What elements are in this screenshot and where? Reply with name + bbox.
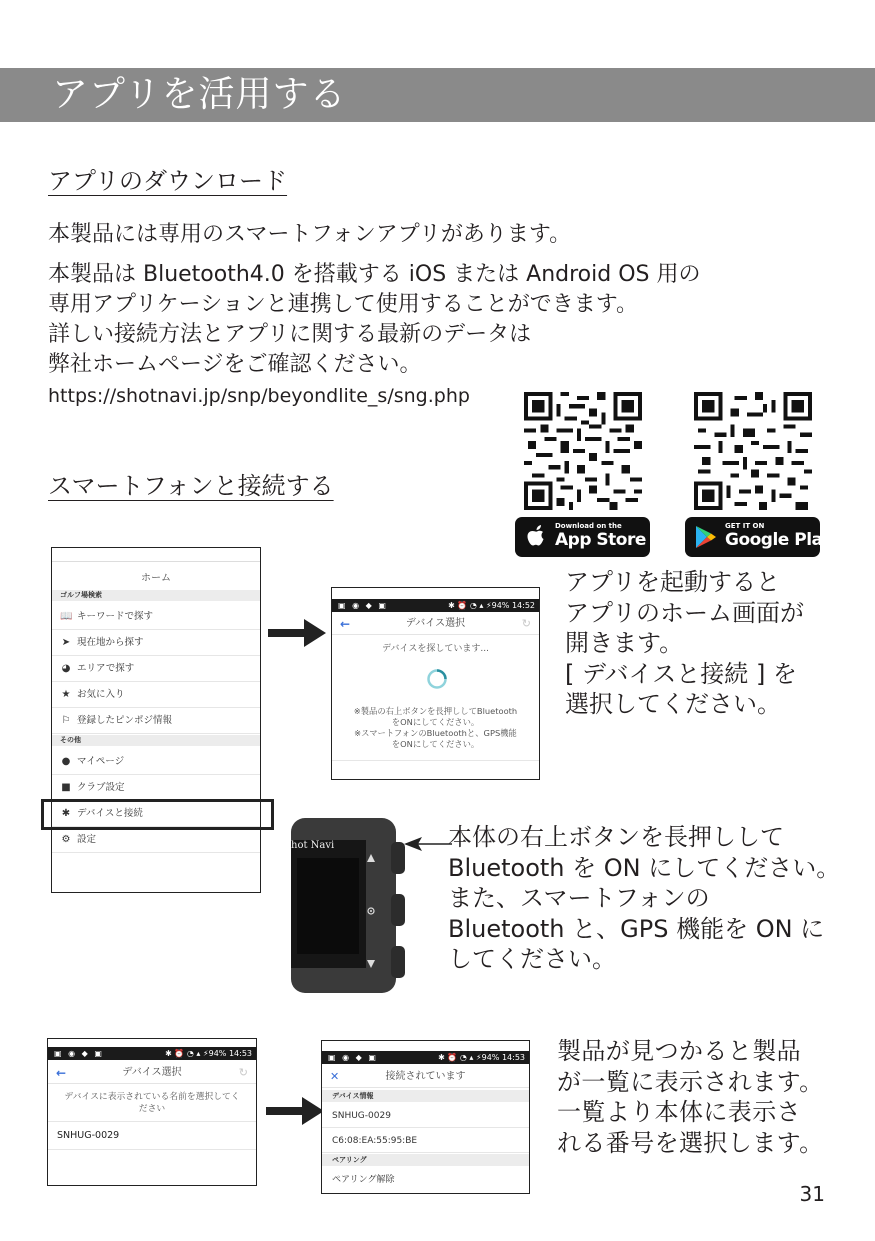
description-line: 専用アプリケーションと連携して使用することができます。 (48, 292, 639, 317)
app-bar (332, 613, 539, 635)
device-list-item[interactable]: SNHUG-0029 (57, 1130, 120, 1141)
google-play-small-text: GET IT ON (725, 522, 765, 530)
home-title: ホーム (141, 573, 171, 584)
menu-group-course-search: ゴルフ場検索 (52, 590, 260, 601)
note-line: をONにしてください。 (391, 717, 480, 727)
searching-text: デバイスを探しています... (382, 644, 489, 654)
step3-line: 製品が見つかると製品 (557, 1037, 801, 1065)
status-bar (332, 599, 539, 612)
download-heading: アプリのダウンロード (48, 167, 288, 195)
menu-item-current-location[interactable] (52, 630, 260, 656)
club-icon: ■ (61, 782, 71, 793)
back-arrow-icon[interactable]: ← (56, 1066, 67, 1080)
step2-line: Bluetooth と、GPS 機能を ON に (448, 914, 825, 943)
step1-line: 選択してください。 (565, 690, 781, 718)
device-info-label: デバイス情報 (322, 1090, 529, 1102)
menu-item-label: 現在地から探す (77, 637, 144, 648)
book-icon: 📖 (60, 611, 73, 622)
search-notes (332, 706, 539, 750)
refresh-icon[interactable]: ↻ (238, 1066, 248, 1079)
menu-item-label: キーワードで探す (77, 611, 154, 622)
status-right: ✱ ⏰ ◔ ▴ ⚡94% 14:53 (165, 1049, 252, 1058)
bluetooth-icon: ✱ (61, 808, 71, 819)
device-brand: hot Navi (291, 840, 335, 851)
apple-icon (526, 525, 548, 550)
device-select-screenshot (47, 1038, 257, 1186)
menu-item-label: マイページ (77, 756, 125, 767)
divider (48, 1121, 256, 1122)
status-icons: ▣ ◉ ◆ ▣ (54, 1049, 104, 1058)
screen-title: 接続されています (385, 1071, 466, 1082)
description-line: 弊社ホームページをご確認ください。 (48, 352, 422, 377)
app-bar (322, 1066, 529, 1088)
step2-line: 本体の右上ボタンを長押しして (448, 823, 784, 851)
google-play-icon (695, 525, 717, 549)
menu-item-label: デバイスと接続 (77, 808, 143, 819)
step1-line: [ デバイスと接続 ] を (565, 659, 797, 688)
menu-item-club-settings[interactable] (52, 775, 260, 801)
step2-text (448, 822, 840, 975)
back-arrow-icon[interactable]: ← (340, 617, 351, 631)
menu-item-label: エリアで探す (77, 663, 135, 674)
menu-group-other: その他 (52, 735, 260, 746)
menu-item-label: お気に入り (77, 689, 125, 700)
status-strip (52, 548, 260, 562)
close-icon[interactable]: ✕ (330, 1070, 340, 1083)
gear-icon: ⚙ (61, 834, 71, 845)
step3-text (557, 1036, 823, 1158)
step1-line: アプリのホーム画面が (565, 598, 805, 627)
device-search-screenshot (331, 587, 540, 780)
connect-heading: スマートフォンと接続する (48, 472, 334, 500)
pairing-label: ペアリング (322, 1154, 529, 1166)
description-paragraph (48, 260, 700, 380)
device-image (291, 818, 406, 993)
download-url[interactable]: https://shotnavi.jp/snp/beyondlite_s/sng.php (48, 385, 470, 407)
menu-item-my-page[interactable] (52, 749, 260, 775)
step2-line: Bluetooth を ON にしてください。 (448, 853, 841, 882)
step3-line: れる番号を選択します。 (557, 1128, 824, 1157)
device-name-row: SNHUG-0029 (322, 1104, 529, 1128)
step2-line: また、スマートフォンの (448, 884, 710, 912)
step1-line: 開きます。 (565, 629, 684, 657)
note-line: をONにしてください。 (391, 739, 480, 749)
status-right: ✱ ⏰ ◔ ▴ ⚡94% 14:53 (438, 1053, 525, 1062)
description-line: 本製品は Bluetooth4.0 を搭載する iOS または Android OS 用の (48, 262, 701, 287)
user-icon: ● (61, 756, 71, 767)
page-number: 31 (799, 1182, 825, 1206)
status-icons: ▣ ◉ ◆ ▣ (338, 601, 388, 610)
status-icons: ▣ ◉ ◆ ▣ (328, 1053, 378, 1062)
menu-item-favorites[interactable] (52, 682, 260, 708)
step3-line: が一覧に表示されます。 (557, 1067, 824, 1096)
right-arrow-icon (268, 618, 326, 648)
refresh-icon[interactable]: ↻ (521, 617, 531, 630)
step3-line: 一覧より本体に表示さ (557, 1098, 801, 1126)
globe-icon: ◕ (61, 663, 71, 674)
right-arrow-icon (266, 1096, 324, 1126)
app-store-badge[interactable] (515, 517, 650, 557)
divider (48, 1149, 256, 1150)
app-store-small-text: Download on the (555, 522, 622, 530)
home-screen-screenshot (51, 547, 261, 893)
intro-text: 本製品には専用のスマートフォンアプリがあります。 (48, 222, 572, 247)
location-arrow-icon: ➤ (61, 637, 71, 648)
step1-line: アプリを起動すると (565, 568, 781, 596)
connected-screenshot (321, 1040, 530, 1194)
loading-spinner-icon (426, 668, 448, 690)
status-bar (48, 1047, 256, 1060)
instruction-line: ださい (138, 1104, 166, 1114)
menu-item-area[interactable] (52, 656, 260, 682)
page-title: アプリを活用する (52, 74, 347, 115)
menu-item-label: 登録したピンポジ情報 (77, 715, 173, 726)
note-line: ※製品の右上ボタンを長押ししてBluetooth (353, 706, 518, 716)
note-line: ※スマートフォンのBluetoothと、GPS機能 (354, 728, 517, 738)
menu-item-pin-positions[interactable] (52, 708, 260, 734)
unpair-button[interactable]: ペアリング解除 (332, 1175, 395, 1185)
star-icon: ★ (61, 689, 71, 700)
google-play-qr-code[interactable] (694, 392, 812, 510)
select-instruction (48, 1091, 256, 1115)
step1-text (565, 567, 804, 720)
flag-icon: ⚐ (61, 715, 71, 726)
status-bar (322, 1051, 529, 1064)
menu-item-label: 設定 (77, 834, 97, 845)
google-play-badge[interactable] (685, 517, 833, 557)
left-arrow-icon (404, 836, 452, 852)
divider (332, 760, 539, 761)
screen-title: デバイス選択 (405, 618, 466, 629)
app-store-big-text: App Store (555, 530, 646, 550)
menu-item-label: クラブ設定 (77, 782, 125, 793)
app-store-qr-code[interactable] (524, 392, 642, 510)
device-connect-highlight (41, 799, 274, 830)
step2-line: してください。 (448, 945, 616, 973)
description-line: 詳しい接続方法とアプリに関する最新のデータは (48, 322, 532, 347)
screen-title: デバイス選択 (122, 1067, 182, 1078)
menu-item-keyword[interactable] (52, 604, 260, 630)
app-bar (48, 1062, 256, 1084)
mac-address-row: C6:08:EA:55:95:BE (322, 1129, 529, 1153)
google-play-big-text: Google Play (725, 530, 833, 550)
status-right: ✱ ⏰ ◔ ▴ ⚡94% 14:52 (448, 601, 535, 610)
instruction-line: デバイスに表示されている名前を選択してく (64, 1092, 240, 1102)
menu-item-settings[interactable] (52, 827, 260, 853)
